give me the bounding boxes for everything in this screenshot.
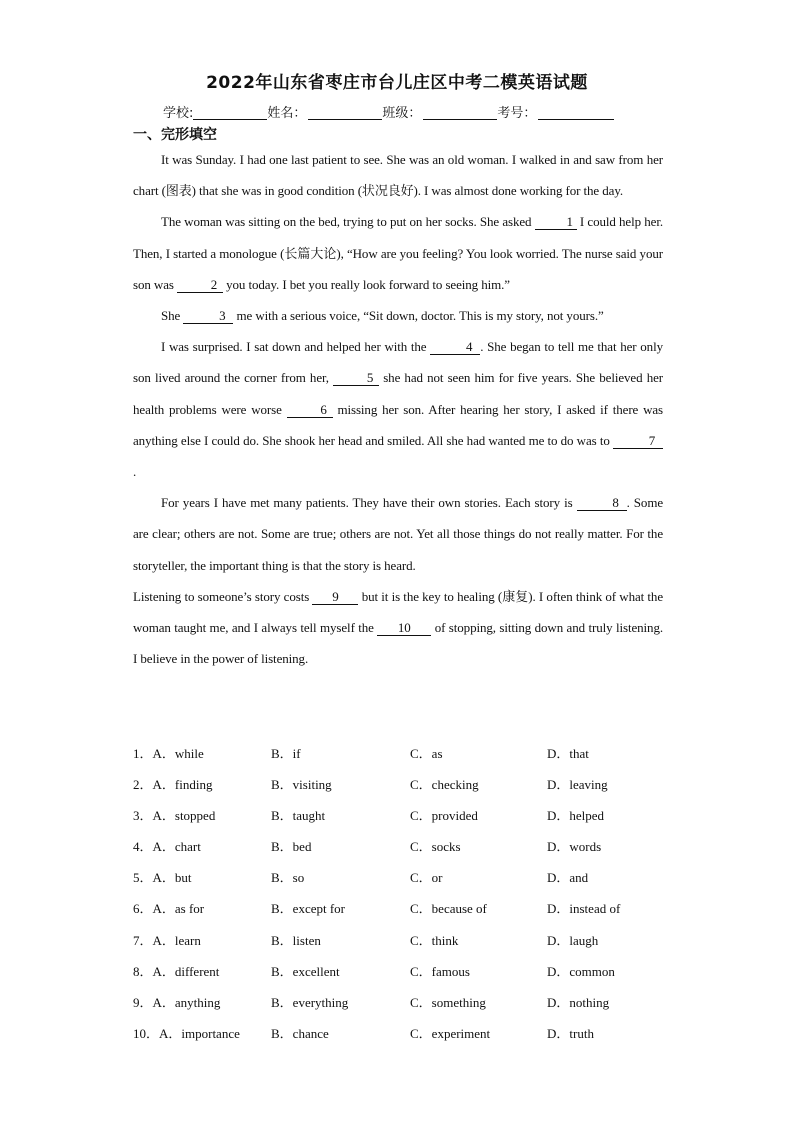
option-a[interactable]: 1．A．while <box>133 746 204 761</box>
blank-10[interactable]: 10 <box>377 621 431 636</box>
option-a[interactable]: 5．A．but <box>133 870 192 886</box>
option-c[interactable]: C．socks <box>410 839 461 855</box>
option-a[interactable]: 8．A．different <box>133 963 220 979</box>
option-a[interactable]: 7．A．learn <box>133 932 201 948</box>
option-d[interactable]: D．truth <box>547 1025 594 1041</box>
class-blank[interactable] <box>423 105 497 120</box>
option-b[interactable]: B．chance <box>271 1025 329 1041</box>
blank-7[interactable]: 7 <box>613 434 663 449</box>
blank-8[interactable]: 8 <box>577 496 627 511</box>
option-d[interactable]: D．common <box>547 963 615 979</box>
option-b[interactable]: B．if <box>271 746 301 761</box>
option-b[interactable]: B．excellent <box>271 963 340 979</box>
paragraph-4: I was surprised. I sat down and helped her with the 4 . She began to tell me that her only son lived around the corner from her, 5 she had not seen him for five years. She believed her health problems were worse 6 missing her son. After hearing her story, I asked if there was anything else I could do. She shook her head and smiled. All she had wanted me to do was to 7 . <box>133 339 664 480</box>
name-label: 姓名： <box>267 106 307 121</box>
option-b[interactable]: B．bed <box>271 839 312 855</box>
option-c[interactable]: C．as <box>410 746 443 761</box>
option-row-1 <box>133 737 673 768</box>
option-c[interactable]: C．because of <box>410 901 487 917</box>
blank-4[interactable]: 4 <box>430 340 480 355</box>
number-label: 考号： <box>497 106 537 121</box>
school-label: 学校: <box>163 106 194 121</box>
option-b[interactable]: B．everything <box>271 994 349 1010</box>
option-b[interactable]: B．visiting <box>271 777 332 793</box>
option-row-5 <box>133 861 673 892</box>
number-blank[interactable] <box>538 105 614 120</box>
cloze-passage <box>133 144 663 674</box>
option-d[interactable]: D．instead of <box>547 901 621 917</box>
option-c[interactable]: C．checking <box>410 777 479 793</box>
option-row-7 <box>133 924 673 955</box>
option-d[interactable]: D．leaving <box>547 777 608 793</box>
option-a[interactable]: 2．A．finding <box>133 777 213 793</box>
option-d[interactable]: D．and <box>547 870 589 886</box>
blank-2[interactable]: 2 <box>177 278 223 293</box>
exam-title: 2022年山东省枣庄市台儿庄区中考二模英语试题 <box>206 73 588 93</box>
option-c[interactable]: C．famous <box>410 963 470 979</box>
option-d[interactable]: D．helped <box>547 808 605 824</box>
option-c[interactable]: C．or <box>410 870 443 886</box>
option-b[interactable]: B．listen <box>271 932 321 948</box>
option-c[interactable]: C．provided <box>410 808 478 824</box>
blank-3[interactable]: 3 <box>183 309 233 324</box>
option-b[interactable]: B．taught <box>271 808 326 824</box>
option-row-2 <box>133 768 673 799</box>
option-a[interactable]: 10．A．importance <box>133 1025 240 1041</box>
option-a[interactable]: 6．A．as for <box>133 901 205 917</box>
option-d[interactable]: D．words <box>547 839 602 855</box>
option-d[interactable]: D．nothing <box>547 994 610 1010</box>
blank-6[interactable]: 6 <box>287 403 333 418</box>
paragraph-5: For years I have met many patients. They have their own stories. Each story is 8 . Some are clear; others are not. Some are true; others are not. Yet all those things do not really matter. For the storyteller, the important thing is that the story is heard. <box>133 495 664 573</box>
option-a[interactable]: 4．A．chart <box>133 839 201 855</box>
option-a[interactable]: 9．A．anything <box>133 994 221 1010</box>
option-c[interactable]: C．think <box>410 932 459 948</box>
option-row-9 <box>133 986 673 1017</box>
student-info-line <box>163 102 614 121</box>
option-row-4 <box>133 830 673 861</box>
option-c[interactable]: C．experiment <box>410 1025 491 1041</box>
option-row-3 <box>133 799 673 830</box>
school-blank[interactable] <box>193 105 267 120</box>
paragraph-3: She 3 me with a serious voice, “Sit down, doctor. This is my story, not yours.” <box>161 308 604 324</box>
paragraph-1: It was Sunday. I had one last patient to see. She was an old woman. I walked in and saw from her chart (图表) that she was in good condition (状况良好). I was almost done working for the day. <box>133 152 663 199</box>
option-b[interactable]: B．so <box>271 870 305 886</box>
answer-options <box>133 737 673 1048</box>
option-a[interactable]: 3．A．stopped <box>133 808 216 824</box>
option-b[interactable]: B．except for <box>271 901 346 917</box>
option-row-10 <box>133 1017 673 1048</box>
paragraph-2: The woman was sitting on the bed, trying to put on her socks. She asked 1 I could help her. Then, I started a monologue (长篇大论), “How are you feeling? You look worried. The nurse said your son was 2 you today. I bet you really look forward to seeing him.” <box>133 214 663 292</box>
section-title: 一、完形填空 <box>133 127 217 143</box>
option-row-6 <box>133 892 673 923</box>
option-d[interactable]: D．laugh <box>547 932 599 948</box>
paragraph-6: Listening to someone’s story costs 9 but it is the key to healing (康复). I often think of what the woman taught me, and I always tell myself the 10 of stopping, sitting down and truly listening. I believe in the power of listening. <box>133 588 664 667</box>
blank-5[interactable]: 5 <box>333 371 379 386</box>
option-row-8 <box>133 955 673 986</box>
blank-9[interactable]: 9 <box>312 590 358 605</box>
class-label: 班级： <box>382 106 422 121</box>
blank-1[interactable]: 1 <box>535 215 577 230</box>
name-blank[interactable] <box>308 105 382 120</box>
option-c[interactable]: C．something <box>410 994 486 1010</box>
option-d[interactable]: D．that <box>547 746 589 761</box>
